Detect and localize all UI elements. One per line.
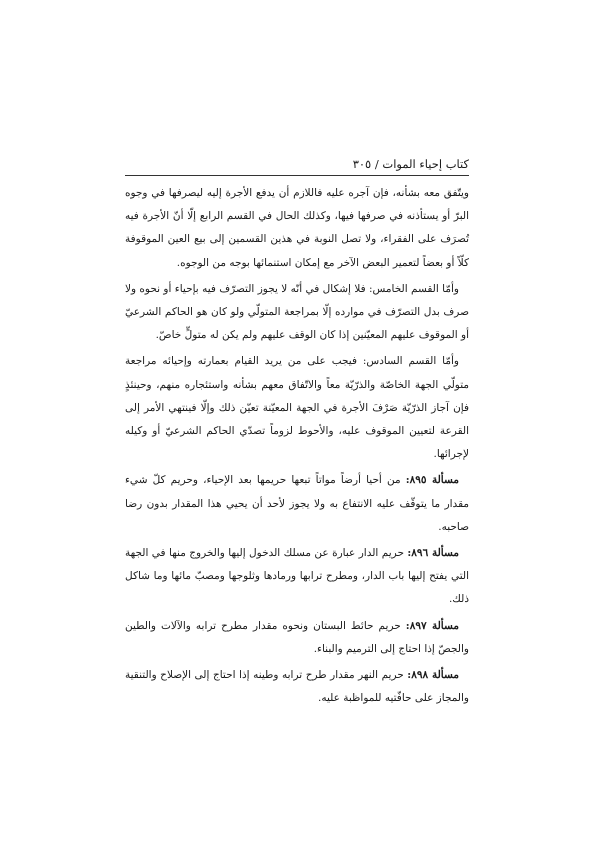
paragraph-continuation: [125, 182, 469, 275]
issue-label: مسألة ٨٩٥:: [405, 474, 459, 487]
issue-label: مسألة ٨٩٦:: [407, 547, 459, 560]
issue-text: من أحيا أرضاً مواتاً تبعها حريمها بعد الإحياء، وحريم كلّ شيء مقدار ما يتوقّف عليه الانتفاع به ولا يجوز لأحد أن يحيي هذا المقدار بدون رضا صاحبه.: [125, 474, 469, 533]
paragraph-section-five: [125, 278, 469, 348]
issue-label: مسألة ٨٩٧:: [405, 619, 459, 632]
issue-896: [125, 542, 469, 612]
running-header: [125, 153, 469, 176]
issue-text: حريم الدار عبارة عن مسلك الدخول إليها والخروج منها في الجهة التي يفتح إليها باب الدار، ومطرح ترابها ورمادها وثلوجها ومصبّ مائها وما شاكل ذلك.: [125, 547, 469, 606]
issue-text: حريم النهر مقدار طرح ترابه وطينه إذا احتاج إلى الإصلاح والتنقية والمجاز على حافّتيه للمواظبة عليه.: [125, 669, 469, 705]
paragraph-text: وأمّا القسم الخامس: فلا إشكال في أنّه لا يجوز التصرّف فيه بإحياء أو نحوه ولا صرف بدل التصرّف في موارده إلّا بمراجعة المتولّي ولو كان هو الحاكم الشرعيّ أو الموقوف عليهم المعيّنين إذا كان الوقف عليهم ولم يكن له متولٍّ خاصّ.: [125, 282, 469, 342]
paragraph-text: وأمّا القسم السادس: فيجب على من يريد القيام بعمارته وإحيائه مراجعة متولّي الجهة الخاصّة والذرّيّة معاً والاتّفاق معهم بشأنه واستئجاره منهم، وحينئذٍ فإن آجاز الذرّيّة صَرْفَ الأجرة في الجهة المعيّنة تعيّن ذلك وإلّا فينتهي الأمر إلى القرعة لتعيين الموقوف عليه، والأحوط لزوماً تصدّي الحاكم الشرعيّ أو وكيله لإجرائها.: [125, 355, 469, 461]
issue-label: مسألة ٨٩٨:: [407, 669, 459, 682]
running-title: كتاب إحياء الموات / ٣٠٥: [352, 157, 469, 171]
page-body: [125, 182, 469, 713]
paragraph-text: ويتّفق معه بشأنه، فإن آجره عليه فاللازم أن يدفع الأجرة إليه ليصرفها في وجوه البرّ أو يستأذنه في صرفها فيها، وكذلك الحال في القسم الرابع إلّا أنّ الأجرة فيه تُصرَف على الفقراء، ولا تصل النوبة في هذين القسمين إلى بيع العين الموقوفة كلّاً أو بعضاً لتعمير البعض الآخر مع إمكان استنمائها بوجه من الوجوه.: [125, 187, 469, 269]
issue-895: [125, 469, 469, 539]
issue-897: [125, 615, 469, 661]
issue-text: حريم حائط البستان ونحوه مقدار مطرح ترابه والآلات والطين والجصّ إذا احتاج إلى الترميم والبناء.: [125, 619, 469, 655]
issue-898: [125, 664, 469, 710]
paragraph-section-six: [125, 350, 469, 466]
